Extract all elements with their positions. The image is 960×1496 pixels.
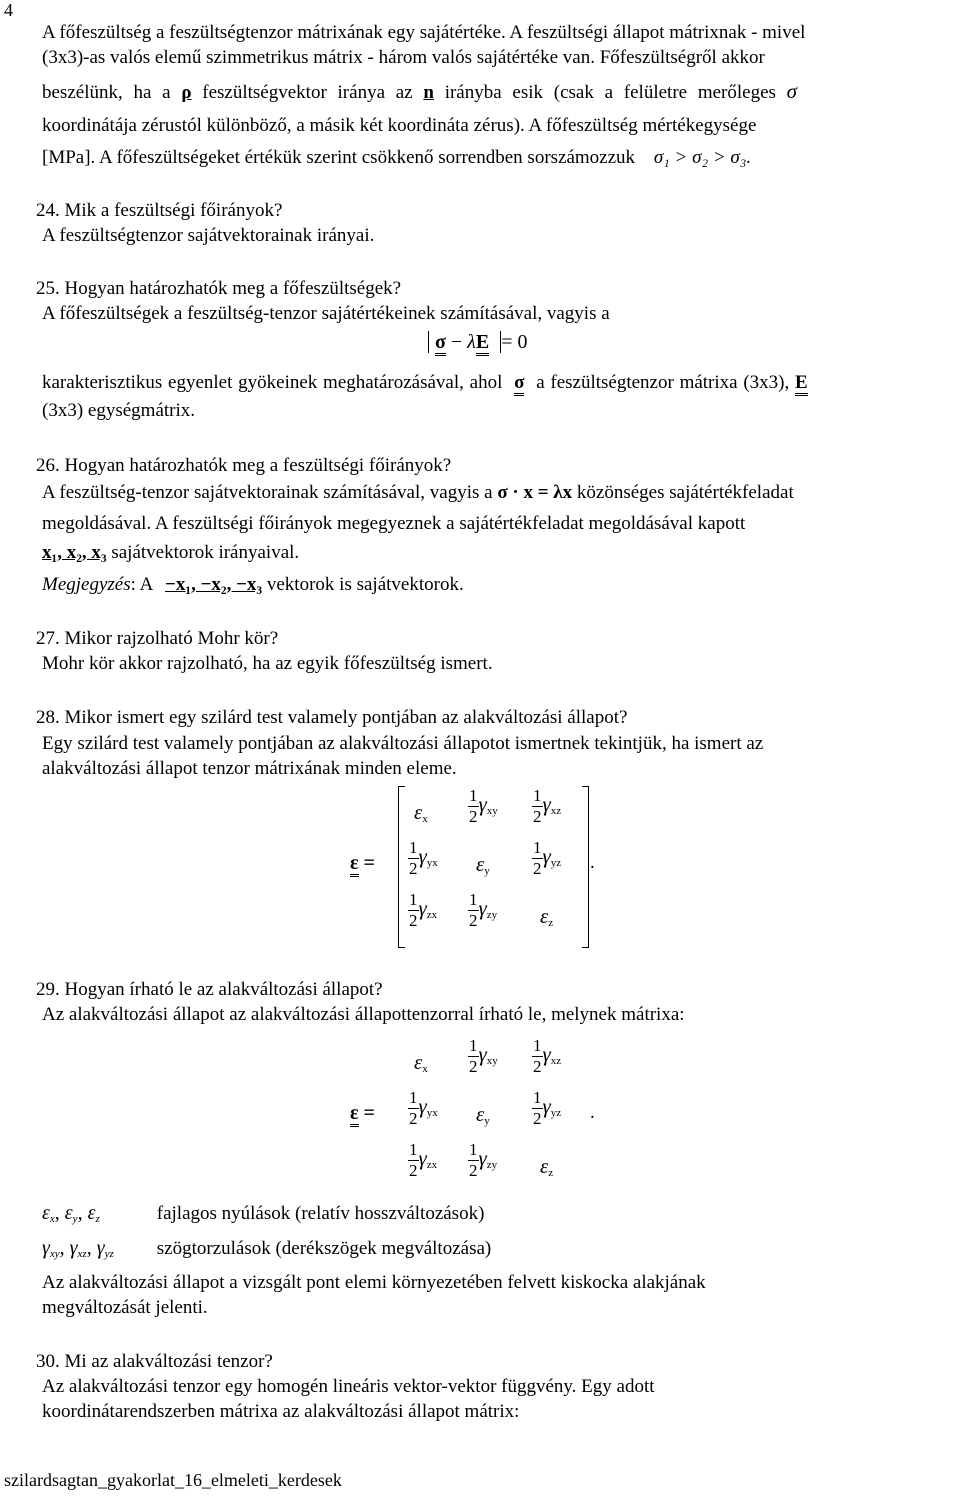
eps-list: $\varepsilon_x$, $\varepsilon_y$, $\varepsilon_z$: [42, 1202, 100, 1225]
q26-note: [42, 572, 958, 597]
note-text-b: vektorok is sajátvektorok.: [266, 574, 464, 595]
negative-eigenvectors: −x₁, −x₂, −x₃: [165, 574, 263, 595]
intro-l3-text-c: irányba esik (csak a felületre merőleges: [444, 82, 776, 103]
intro-line-4: koordinátája zérustól különböző, a másik két koordináta zérus). A főfeszültség mértékegysége: [42, 115, 757, 136]
q26-l3-text: sajátvektorok irányaival.: [111, 542, 300, 563]
intro-l3-text-b: feszültségvektor iránya az: [202, 82, 413, 103]
gamma-description: szögtorzulások (derékszögek megváltozása): [156, 1238, 492, 1259]
footer-filename: szilardsagtan_gyakorlat_16_elmeleti_kerdesek: [4, 1470, 342, 1490]
q25-line-2: [42, 370, 958, 395]
intro-line-3: [42, 79, 958, 105]
cell2-gamma-yz: $\frac{1}{2}$ $\gamma_{yz}$: [533, 1088, 562, 1128]
eigenvectors: x₁, x₂, x₃: [42, 542, 107, 563]
sigma-symbol: σ: [786, 79, 798, 103]
q27-title: 27. Mikor rajzolható Mohr kör?: [36, 628, 279, 649]
note-text-a: : A: [130, 574, 153, 595]
right-bracket: [582, 786, 589, 948]
note-label: Megjegyzés: [42, 574, 131, 595]
cell-gamma-xy: $\frac{1}{2}$ $\gamma_{xy}$: [469, 786, 498, 826]
q28-line-1: Egy szilárd test valamely pontjában az alakváltozási állapotot ismertnek tekintjük, ha ismert az: [42, 733, 764, 754]
q27-answer: Mohr kör akkor rajzolható, ha az egyik főfeszültség ismert.: [42, 653, 493, 674]
q24-answer: A feszültségtenzor sajátvektorainak irányai.: [42, 225, 375, 246]
matrix-label: ε =: [350, 852, 375, 875]
sigma-tensor: σ: [514, 372, 524, 396]
page-number: 4: [4, 0, 13, 20]
cell-eps-x: $\varepsilon_x$: [414, 800, 428, 825]
q29-title: 29. Hogyan írható le az alakváltozási állapot?: [36, 979, 383, 1000]
q25-l2-text-b: a feszültségtenzor mátrixa (3x3),: [536, 372, 790, 393]
intro-l3-text-a: beszélünk, ha a: [42, 82, 171, 103]
eps-description: fajlagos nyúlások (relatív hosszváltozások): [156, 1203, 485, 1224]
cell2-gamma-zx: $\frac{1}{2}$ $\gamma_{zx}$: [409, 1140, 438, 1180]
cell-gamma-yz: $\frac{1}{2}$ $\gamma_{yz}$: [533, 838, 562, 878]
q25-title: 25. Hogyan határozhatók meg a főfeszültségek?: [36, 278, 402, 299]
intro-l5-text: A főfeszültségeket értékük szerint csökkenő sorrendben sorszámozzuk: [99, 147, 636, 168]
e-tensor: E: [795, 372, 808, 396]
q24-title: 24. Mik a feszültségi főirányok?: [36, 200, 283, 221]
q25-l2-text-a: karakterisztikus egyenlet gyökeinek meghatározásával, ahol: [42, 372, 503, 393]
gamma-list: $\gamma_{xy}$, $\gamma_{xz}$, $\gamma_{yz}$: [42, 1237, 114, 1260]
q26-l1-text-a: A feszültség-tenzor sajátvektorainak számításával, vagyis a: [42, 482, 493, 503]
q26-l1-text-b: közönséges sajátértékfeladat: [576, 482, 794, 503]
q26-line-1: [42, 480, 958, 505]
n-symbol: n: [423, 82, 434, 103]
strain-matrix-2: [350, 1026, 610, 1196]
q25-answer: A főfeszültségek a feszültség-tenzor sajátértékeinek számításával, vagyis a: [42, 303, 610, 324]
cell2-eps-z: $\varepsilon_z$: [540, 1154, 554, 1179]
left-bracket-2: [398, 1036, 405, 1198]
q29-line-4: megváltozását jelenti.: [42, 1297, 208, 1318]
cell2-gamma-yx: $\frac{1}{2}$ $\gamma_{yx}$: [409, 1088, 438, 1128]
intro-line-2: (3x3)-as valós elemű szimmetrikus mátrix - három valós sajátértéke van. Főfeszültségről akkor: [42, 47, 765, 68]
q30-line-1: Az alakváltozási tenzor egy homogén lineáris vektor-vektor függvény. Egy adott: [42, 1376, 655, 1397]
matrix2-period: .: [590, 1102, 595, 1123]
det-bars: σ − λE: [428, 331, 501, 353]
cell2-eps-x: $\varepsilon_x$: [414, 1050, 428, 1075]
intro-line-1: A főfeszültség a feszültségtenzor mátrixának egy sajátértéke. A feszültségi állapot mátrixnak - mivel: [42, 22, 806, 43]
q26-title: 26. Hogyan határozhatók meg a feszültségi főirányok?: [36, 455, 452, 476]
intro-line-5: [42, 145, 958, 170]
cell-gamma-zy: $\frac{1}{2}$ $\gamma_{zy}$: [469, 890, 498, 930]
cell2-eps-y: $\varepsilon_y$: [476, 1102, 490, 1127]
left-bracket: [398, 786, 405, 948]
cell-eps-z: $\varepsilon_z$: [540, 904, 554, 929]
matrix-label-2: ε =: [350, 1102, 375, 1125]
cell2-gamma-xz: $\frac{1}{2}$ $\gamma_{xz}$: [533, 1036, 562, 1076]
characteristic-equation: σ − λE = 0: [428, 331, 527, 354]
q26-line-3: [42, 540, 958, 565]
q30-line-2: koordinátarendszerben mátrixa az alakváltozási állapot mátrix:: [42, 1401, 520, 1422]
q28-title: 28. Mikor ismert egy szilárd test valamely pontjában az alakváltozási állapot?: [36, 707, 628, 728]
q26-line-2: megoldásával. A feszültségi főirányok megegyeznek a sajátértékfeladat megoldásával kapott: [42, 513, 746, 534]
strain-matrix-1: [350, 780, 610, 950]
sigma-order: σ₁ > σ₂ > σ₃.: [653, 147, 752, 168]
cell-gamma-yx: $\frac{1}{2}$ $\gamma_{yx}$: [409, 838, 438, 878]
matrix-period: .: [590, 852, 595, 873]
eps-definition: [42, 1201, 958, 1232]
cell-eps-y: $\varepsilon_y$: [476, 852, 490, 877]
q30-title: 30. Mi az alakváltozási tenzor?: [36, 1351, 273, 1372]
cell2-gamma-xy: $\frac{1}{2}$ $\gamma_{xy}$: [469, 1036, 498, 1076]
cell-gamma-zx: $\frac{1}{2}$ $\gamma_{zx}$: [409, 890, 438, 930]
q29-line-3: Az alakváltozási állapot a vizsgált pont elemi környezetében felvett kiskocka alakjának: [42, 1272, 706, 1293]
q25-line-3: (3x3) egységmátrix.: [42, 400, 196, 421]
eigen-equation: σ · x = λx: [497, 482, 573, 503]
gamma-definition: [42, 1236, 958, 1267]
cell-gamma-xz: $\frac{1}{2}$ $\gamma_{xz}$: [533, 786, 562, 826]
unit-mpa: [MPa].: [42, 147, 96, 168]
q29-answer: Az alakváltozási állapot az alakváltozási állapottenzorral írható le, melynek mátrixa:: [42, 1004, 685, 1025]
rho-symbol: ρ: [181, 82, 192, 103]
q28-line-2: alakváltozási állapot tenzor mátrixának minden eleme.: [42, 758, 457, 779]
cell2-gamma-zy: $\frac{1}{2}$ $\gamma_{zy}$: [469, 1140, 498, 1180]
